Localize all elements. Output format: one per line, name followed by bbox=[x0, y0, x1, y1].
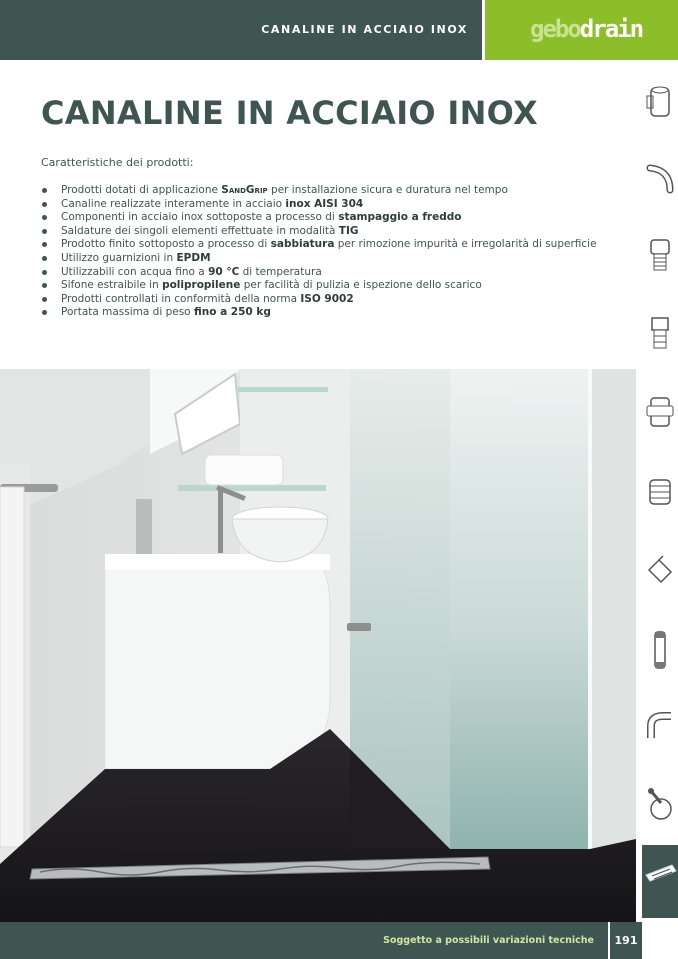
feature-item: Canaline realizzate interamente in acciaio inox AISI 304 bbox=[41, 198, 621, 212]
feature-list bbox=[41, 184, 621, 320]
page-title: CANALINE IN ACCIAIO INOX bbox=[41, 94, 538, 132]
feature-item: Utilizzabili con acqua fino a 90 °C di temperatura bbox=[41, 266, 621, 280]
elbow-icon bbox=[645, 552, 675, 592]
channel-drain-icon bbox=[642, 845, 678, 918]
footer-note: Soggetto a possibili variazioni tecniche bbox=[383, 935, 594, 946]
pipe-bend-icon bbox=[645, 158, 675, 198]
threaded-fitting-icon bbox=[645, 236, 675, 276]
feature-item: Prodotti dotati di applicazione SandGrip per installazione sicura e duratura nel tempo bbox=[41, 184, 621, 198]
union-icon bbox=[645, 392, 675, 432]
nipple-fitting-icon bbox=[645, 314, 675, 354]
intro-text: Caratteristiche dei prodotti: bbox=[41, 156, 194, 169]
header-bar bbox=[0, 0, 482, 60]
feature-item: Prodotto finito sottoposto a processo di sabbiatura per rimozione impurità e irregolarità di superficie bbox=[41, 238, 621, 252]
brand-logo: gebodrain bbox=[530, 15, 643, 43]
feature-item: Saldature dei singoli elementi effettuate in modalità TIG bbox=[41, 225, 621, 239]
section-tab bbox=[642, 845, 678, 918]
feature-item: Sifone estraibile in polipropilene per facilità di pulizia e ispezione dello scarico bbox=[41, 279, 621, 293]
coupling-icon bbox=[645, 472, 675, 512]
brand-box bbox=[485, 0, 678, 60]
feature-item: Portata massima di peso fino a 250 kg bbox=[41, 306, 621, 320]
page-number: 191 bbox=[610, 922, 642, 959]
pipe-tee-icon bbox=[645, 82, 675, 122]
bathroom-photo bbox=[0, 369, 636, 922]
elbow-union-icon bbox=[645, 708, 675, 748]
footer-bar bbox=[0, 922, 608, 959]
feature-item: Componenti in acciaio inox sottoposte a processo di stampaggio a freddo bbox=[41, 211, 621, 225]
feature-item: Utilizzo guarnizioni in EPDM bbox=[41, 252, 621, 266]
feature-item: Prodotti controllati in conformità della norma ISO 9002 bbox=[41, 293, 621, 307]
valve-icon bbox=[645, 785, 675, 825]
pipe-icon bbox=[645, 630, 675, 670]
section-title: CANALINE IN ACCIAIO INOX bbox=[261, 23, 468, 36]
